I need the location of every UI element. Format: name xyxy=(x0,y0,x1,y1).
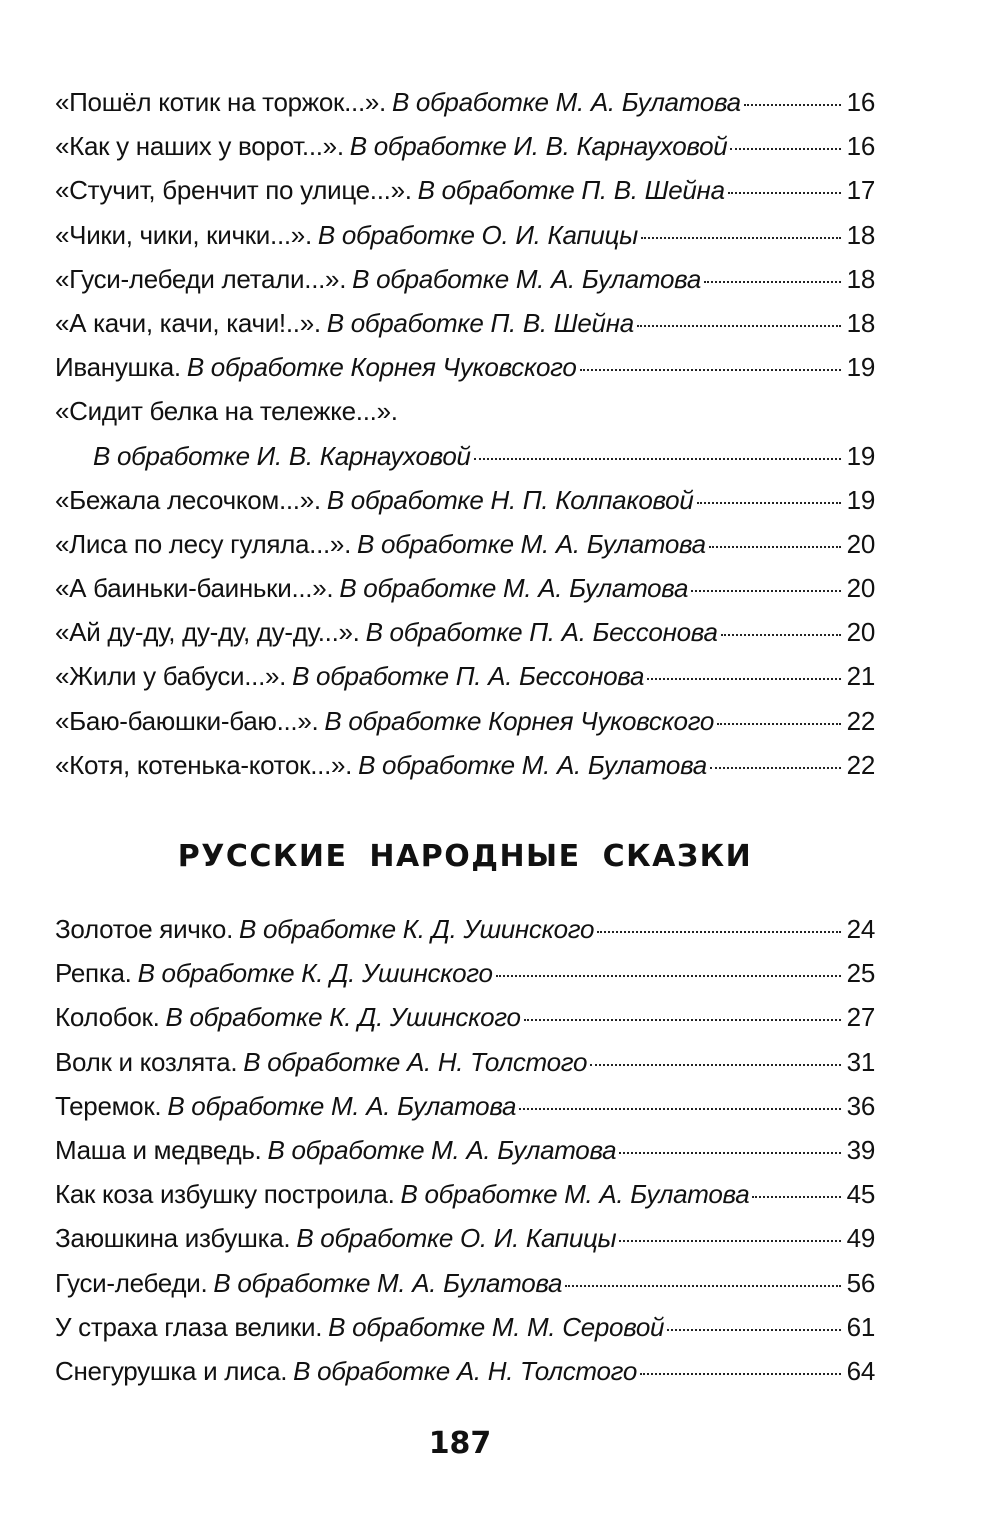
toc-entry-title: «А качи, качи, качи!..». xyxy=(55,307,321,338)
section-heading: РУССКИЕ НАРОДНЫЕ СКАЗКИ xyxy=(177,839,753,874)
dot-leader xyxy=(637,324,841,327)
toc-entry-title: Иванушка. xyxy=(55,352,181,383)
toc-entry-title: «Бежала лесочком...». xyxy=(55,484,321,515)
toc-entry-page: 27 xyxy=(846,1002,875,1033)
toc-entry-title: «Лиса по лесу гуляла...». xyxy=(55,528,351,559)
dot-leader xyxy=(619,1239,841,1242)
toc-entry-title: Репка. xyxy=(55,958,132,989)
toc-entry-editor: В обработке П. В. Шейна xyxy=(326,307,634,338)
toc-entry-editor: В обработке М. М. Серовой xyxy=(328,1311,665,1342)
toc-entry-editor: В обработке И. В. Карнауховой xyxy=(93,440,471,471)
dot-leader xyxy=(524,1018,841,1021)
toc-entry-page: 22 xyxy=(846,749,875,780)
toc-entry-page: 64 xyxy=(846,1355,875,1386)
toc-entry[interactable] xyxy=(55,257,875,301)
toc-entry-page: 18 xyxy=(846,263,875,294)
dot-leader xyxy=(519,1107,841,1110)
dot-leader xyxy=(710,766,841,769)
toc-entry-title: «Котя, котенька-коток...». xyxy=(55,749,353,780)
toc-entry-title: «Гуси-лебеди летали...». xyxy=(55,263,347,294)
toc-entry-page: 19 xyxy=(846,484,875,515)
toc-entry-editor: В обработке М. А. Булатова xyxy=(391,87,741,117)
toc-entry-editor: В обработке П. А. Бессонова xyxy=(292,661,645,692)
toc-entry-editor: В обработке М. А. Булатова xyxy=(357,528,706,559)
toc-list-songs xyxy=(55,80,875,389)
toc-entry-editor: В обработке М. А. Булатова xyxy=(267,1134,617,1165)
toc-entry-page: 19 xyxy=(846,440,875,471)
toc-entry-editor: В обработке К. Д. Ушинского xyxy=(137,958,493,989)
toc-entry[interactable] xyxy=(55,907,875,951)
toc-entry[interactable] xyxy=(55,1172,875,1216)
toc-entry[interactable] xyxy=(55,434,875,478)
toc-entry-page: 49 xyxy=(846,1223,875,1254)
toc-entry-page: 17 xyxy=(846,175,875,206)
toc-entry-page: 56 xyxy=(846,1267,875,1298)
dot-leader xyxy=(717,722,841,725)
toc-entry[interactable] xyxy=(55,478,875,522)
toc-entry-title: Снегурушка и лиса. xyxy=(55,1355,288,1386)
toc-entry-editor: В обработке О. И. Капицы xyxy=(317,219,638,250)
toc-entry-page: 19 xyxy=(846,352,875,383)
toc-entry-editor: В обработке П. В. Шейна xyxy=(417,175,725,206)
dot-leader xyxy=(565,1284,841,1287)
table-of-contents xyxy=(55,80,875,1393)
toc-entry-editor: В обработке О. И. Капицы xyxy=(296,1223,617,1254)
dot-leader xyxy=(697,501,842,504)
toc-entry-title: Маша и медведь. xyxy=(55,1134,262,1165)
toc-entry-editor: В обработке К. Д. Ушинского xyxy=(239,914,595,944)
dot-leader xyxy=(647,677,841,680)
toc-entry-page: 18 xyxy=(846,307,875,338)
toc-entry-editor: В обработке Корнея Чуковского xyxy=(324,705,715,736)
toc-entry-editor: В обработке М. А. Булатова xyxy=(339,573,689,604)
dot-leader xyxy=(709,545,841,548)
toc-entry-page: 31 xyxy=(846,1046,875,1077)
toc-entry-editor: В обработке М. А. Булатова xyxy=(400,1179,750,1210)
toc-entry-editor: В обработке М. А. Булатова xyxy=(167,1090,517,1121)
toc-entry-page: 18 xyxy=(846,219,875,250)
toc-entry[interactable] xyxy=(55,213,875,257)
dot-leader xyxy=(496,974,841,977)
toc-entry[interactable] xyxy=(55,1040,875,1084)
toc-entry-editor: В обработке И. В. Карнауховой xyxy=(349,131,728,162)
toc-entry-editor: В обработке Н. П. Колпаковой xyxy=(326,484,694,515)
toc-entry[interactable] xyxy=(55,610,875,654)
toc-entry-editor: В обработке П. А. Бессонова xyxy=(365,617,718,648)
toc-entry-editor: В обработке Корнея Чуковского xyxy=(186,352,577,383)
toc-entry-page: 24 xyxy=(846,914,875,944)
toc-entry-title: «Баю-баюшки-баю...». xyxy=(55,705,319,736)
toc-entry[interactable] xyxy=(55,168,875,212)
toc-entry-page: 21 xyxy=(846,661,875,692)
toc-entry-title: «Пошёл котик на торжок...». xyxy=(55,87,386,117)
toc-entry[interactable] xyxy=(55,1305,875,1349)
toc-entry-title: Как коза избушку построила. xyxy=(55,1179,395,1210)
toc-entry-page: 20 xyxy=(846,617,875,648)
toc-entry-editor: В обработке А. Н. Толстого xyxy=(293,1355,638,1386)
toc-entry[interactable] xyxy=(55,1216,875,1260)
toc-entry[interactable] xyxy=(55,1084,875,1128)
toc-entry[interactable] xyxy=(55,80,875,124)
toc-entry[interactable] xyxy=(55,345,875,389)
toc-entry-title: Заюшкина избушка. xyxy=(55,1223,291,1254)
toc-entry-editor: В обработке К. Д. Ушинского xyxy=(165,1002,521,1033)
toc-entry-page: 22 xyxy=(846,705,875,736)
toc-entry-page: 36 xyxy=(846,1090,875,1121)
page-number: 187 xyxy=(428,1426,492,1461)
dot-leader xyxy=(597,930,841,933)
toc-entry[interactable] xyxy=(55,566,875,610)
toc-entry-title: «Сидит белка на тележке...». xyxy=(55,396,398,427)
toc-entry-page: 20 xyxy=(846,573,875,604)
dot-leader xyxy=(474,457,841,460)
toc-entry-title: У страха глаза велики. xyxy=(55,1311,323,1342)
dot-leader xyxy=(640,1372,841,1375)
toc-entry-title: Волк и козлята. xyxy=(55,1046,238,1077)
dot-leader xyxy=(730,147,841,150)
toc-entry-title: «Как у наших у ворот...». xyxy=(55,131,344,162)
toc-entry-title: «Ай ду-ду, ду-ду, ду-ду...». xyxy=(55,617,360,648)
toc-entry-page: 39 xyxy=(846,1134,875,1165)
toc-entry-editor: В обработке М. А. Булатова xyxy=(213,1267,563,1298)
toc-entry-title-line xyxy=(55,389,875,433)
toc-entry[interactable] xyxy=(55,654,875,698)
dot-leader xyxy=(580,368,842,371)
toc-entry-editor: В обработке М. А. Булатова xyxy=(358,749,707,780)
toc-list-tales xyxy=(55,907,875,1393)
toc-entry[interactable] xyxy=(55,951,875,995)
dot-leader xyxy=(728,191,841,194)
toc-entry[interactable] xyxy=(55,124,875,168)
toc-entry[interactable] xyxy=(55,1261,875,1305)
toc-entry-title: «Чики, чики, кички...». xyxy=(55,219,312,250)
toc-entry-page: 45 xyxy=(846,1179,875,1210)
toc-entry[interactable] xyxy=(55,301,875,345)
toc-entry-page: 16 xyxy=(846,87,875,117)
dot-leader xyxy=(691,589,841,592)
toc-entry[interactable] xyxy=(55,1128,875,1172)
toc-entry-title: «А баиньки-баиньки...». xyxy=(55,573,334,604)
toc-entry[interactable] xyxy=(55,522,875,566)
toc-entry-editor: В обработке М. А. Булатова xyxy=(352,263,701,294)
dot-leader xyxy=(619,1151,841,1154)
toc-entry-title: Гуси-лебеди. xyxy=(55,1267,208,1298)
dot-leader xyxy=(641,236,841,239)
toc-entry-title: Колобок. xyxy=(55,1002,160,1033)
toc-entry[interactable] xyxy=(55,699,875,743)
toc-entry-page: 61 xyxy=(846,1311,875,1342)
toc-entry-page: 25 xyxy=(846,958,875,989)
dot-leader xyxy=(590,1063,841,1066)
toc-entry-editor: В обработке А. Н. Толстого xyxy=(243,1046,588,1077)
toc-list-songs-continued xyxy=(55,478,875,787)
dot-leader xyxy=(667,1328,841,1331)
dot-leader xyxy=(744,103,841,106)
toc-entry-page: 16 xyxy=(846,131,875,162)
toc-entry-title: «Стучит, бренчит по улице...». xyxy=(55,175,412,206)
toc-entry[interactable] xyxy=(55,743,875,787)
toc-entry-title: «Жили у бабуси...». xyxy=(55,661,287,692)
toc-entry-page: 20 xyxy=(846,528,875,559)
dot-leader xyxy=(752,1195,841,1198)
toc-entry-title: Золотое яичко. xyxy=(55,914,234,944)
dot-leader xyxy=(704,280,841,283)
toc-entry[interactable] xyxy=(55,1349,875,1393)
dot-leader xyxy=(721,633,841,636)
toc-entry[interactable] xyxy=(55,995,875,1039)
toc-entry-title: Теремок. xyxy=(55,1090,162,1121)
